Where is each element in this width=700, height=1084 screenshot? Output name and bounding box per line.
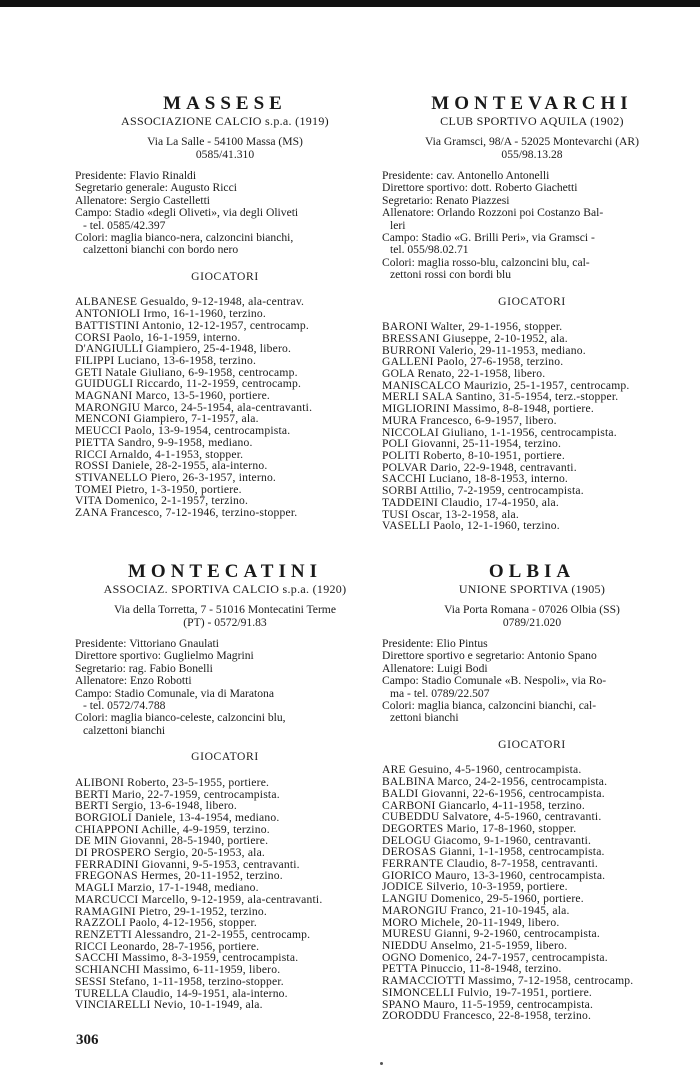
list-item: MARONGIU Marco, 24-5-1954, ala-centravanti.: [75, 400, 313, 414]
list-item: RAZZOLI Paolo, 4-12-1956, stopper.: [75, 916, 257, 930]
list-item: FILIPPI Luciano, 13-6-1958, terzino.: [75, 353, 257, 367]
list-item: DELOGU Giacomo, 9-1-1960, centravanti.: [382, 833, 592, 847]
list-item: FERRADINI Giovanni, 9-5-1953, centravanti.: [75, 857, 300, 871]
staff-line: - tel. 0585/42.397: [83, 218, 166, 232]
list-item: ZANA Francesco, 7-12-1946, terzino-stopper.: [75, 506, 298, 520]
list-item: ALIBONI Roberto, 23-5-1955, portiere.: [75, 775, 270, 789]
page-top-rule: [0, 0, 700, 7]
players-list: [75, 296, 375, 518]
staff-line: Segretario: rag. Fabio Bonelli: [75, 661, 213, 675]
list-item: FERRANTE Claudio, 8-7-1958, centravanti.: [382, 857, 599, 871]
list-item: BERTI Mario, 22-7-1959, centrocampista.: [75, 787, 280, 801]
list-item: LANGIU Domenico, 29-5-1960, portiere.: [382, 892, 584, 906]
club-phone: 0585/41.310: [195, 147, 255, 161]
staff-line: calzettoni bianchi con bordo nero: [83, 243, 239, 257]
list-item: CHIAPPONI Achille, 4-9-1959, terzino.: [75, 822, 270, 836]
list-item: MAGNANI Marco, 13-5-1960, portiere.: [75, 389, 271, 403]
staff-line: - tel. 0572/74.788: [83, 699, 166, 713]
list-item: ZORODDU Francesco, 22-8-1958, terzino.: [382, 1009, 592, 1023]
staff-line: zettoni bianchi: [390, 711, 459, 725]
club-staff-list: [382, 638, 682, 725]
staff-line: Colori: maglia bianco-nera, calzoncini bianchi,: [75, 231, 294, 245]
list-item: NIEDDU Anselmo, 21-5-1959, libero.: [382, 938, 568, 952]
list-item: CUBEDDU Salvatore, 4-5-1960, centravanti.: [382, 810, 602, 824]
list-item: MEUCCI Paolo, 13-9-1954, centrocampista.: [75, 424, 291, 438]
list-item: POLITI Roberto, 8-10-1951, portiere.: [382, 448, 565, 462]
staff-line: Campo: Stadio Comunale, via di Maratona: [75, 686, 274, 700]
list-item: TOMEI Pietro, 1-3-1950, portiere.: [75, 482, 242, 496]
staff-line: Direttore sportivo: Guglielmo Magrini: [75, 649, 254, 663]
list-item: STIVANELLO Piero, 26-3-1957, interno.: [75, 470, 277, 484]
list-item: D'ANGIULLI Giampiero, 25-4-1948, libero.: [75, 342, 292, 356]
staff-line: Segretario generale: Augusto Ricci: [75, 181, 237, 195]
list-item: SACCHI Massimo, 8-3-1959, centrocampista.: [75, 951, 299, 965]
list-item: OGNO Domenico, 24-7-1957, centrocampista.: [382, 950, 608, 964]
print-speck: [380, 1062, 383, 1065]
club-association: ASSOCIAZIONE CALCIO s.p.a. (1919): [121, 114, 329, 128]
list-item: TUSI Oscar, 13-2-1958, ala.: [382, 507, 519, 521]
club-block-montevarchi: [382, 94, 682, 532]
list-item: GIORICO Mauro, 13-3-1960, centrocampista.: [382, 868, 606, 882]
list-item: MARONGIU Franco, 21-10-1945, ala.: [382, 903, 570, 917]
list-item: ARE Gesuino, 4-5-1960, centrocampista.: [382, 763, 582, 777]
list-item: JODICE Silverio, 10-3-1959, portiere.: [382, 880, 568, 894]
staff-line: Colori: maglia bianco-celeste, calzoncini blu,: [75, 711, 286, 725]
list-item: ANTONIOLI Irmo, 16-1-1960, terzino.: [75, 307, 266, 321]
staff-line: Colori: maglia bianca, calzoncini bianchi, cal-: [382, 699, 597, 713]
players-heading: GIOCATORI: [191, 750, 259, 764]
club-association: ASSOCIAZ. SPORTIVA CALCIO s.p.a. (1920): [103, 582, 347, 596]
club-staff-list: [75, 638, 375, 737]
staff-line: Presidente: Elio Pintus: [382, 637, 488, 650]
club-phone: 0789/21.020: [502, 615, 562, 629]
list-item: SORBI Attilio, 7-2-1959, centrocampista.: [382, 484, 584, 498]
club-phone: (PT) - 0572/91.83: [183, 615, 267, 629]
club-name: OLBIA: [488, 561, 576, 582]
list-item: BERTI Sergio, 13-6-1948, libero.: [75, 799, 237, 813]
players-list: [382, 321, 682, 532]
list-item: BRESSANI Giuseppe, 2-10-1952, ala.: [382, 331, 568, 345]
list-item: DEROSAS Gianni, 1-1-1958, centrocampista.: [382, 845, 605, 859]
list-item: SESSI Stefano, 1-11-1958, terzino-stopper.: [75, 974, 284, 988]
list-item: GUIDUGLI Riccardo, 11-2-1959, centrocamp.: [75, 377, 302, 391]
players-heading: GIOCATORI: [498, 294, 566, 308]
club-name: MONTEVARCHI: [431, 93, 633, 114]
list-item: GALLENI Paolo, 27-6-1958, terzino.: [382, 355, 564, 369]
list-item: MAGLI Marzio, 17-1-1948, mediano.: [75, 881, 259, 895]
staff-line: Campo: Stadio «degli Oliveti», via degli Oliveti: [75, 206, 299, 220]
list-item: VASELLI Paolo, 12-1-1960, terzino.: [382, 519, 560, 533]
club-association: CLUB SPORTIVO AQUILA (1902): [440, 114, 624, 128]
list-item: ROSSI Daniele, 28-2-1955, ala-interno.: [75, 459, 268, 473]
list-item: GOLA Renato, 22-1-1958, libero.: [382, 367, 546, 381]
list-item: PIETTA Sandro, 9-9-1958, mediano.: [75, 435, 253, 449]
list-item: MANISCALCO Maurizio, 25-1-1957, centrocamp.: [382, 378, 630, 392]
club-block-montecatini: [75, 562, 375, 1011]
staff-line: tel. 055/98.02.71: [390, 243, 469, 257]
list-item: SIMONCELLI Fulvio, 19-7-1951, portiere.: [382, 985, 593, 999]
club-association: UNIONE SPORTIVA (1905): [458, 582, 606, 596]
staff-line: Colori: maglia rosso-blu, calzoncini blu, cal-: [382, 255, 590, 269]
staff-line: Presidente: cav. Antonello Antonelli: [382, 169, 550, 182]
page-number: 306: [76, 1032, 99, 1048]
staff-line: Allenatore: Orlando Rozzoni poi Costanzo Bal-: [382, 206, 604, 220]
list-item: BALDI Giovanni, 22-6-1956, centrocampista.: [382, 786, 605, 800]
list-item: RAMACCIOTTI Massimo, 7-12-1958, centrocamp.: [382, 974, 634, 988]
players-list: [382, 764, 682, 1021]
club-staff-list: [382, 170, 682, 282]
list-item: BARONI Walter, 29-1-1956, stopper.: [382, 320, 563, 334]
staff-line: Direttore sportivo e segretario: Antonio Spano: [382, 649, 597, 663]
list-item: MURESU Gianni, 9-2-1960, centrocampista.: [382, 927, 600, 941]
list-item: TADDEINI Claudio, 17-4-1950, ala.: [382, 495, 559, 509]
staff-line: Presidente: Vittoriano Gnaulati: [75, 637, 219, 650]
list-item: BALBINA Marco, 24-2-1956, centrocampista.: [382, 775, 608, 789]
club-phone: 055/98.13.28: [501, 147, 563, 161]
list-item: SACCHI Luciano, 18-8-1953, interno.: [382, 472, 569, 486]
club-address: Via della Torretta, 7 - 51016 Montecatini Terme: [114, 603, 336, 616]
club-name: MONTECATINI: [128, 561, 322, 582]
staff-line: zettoni rossi con bordi blu: [390, 268, 512, 282]
list-item: MARCUCCI Marcello, 9-12-1959, ala-centravanti.: [75, 892, 323, 906]
list-item: DI PROSPERO Sergio, 20-5-1953, ala.: [75, 846, 266, 860]
list-item: CORSI Paolo, 16-1-1959, interno.: [75, 330, 241, 344]
list-item: BATTISTINI Antonio, 12-12-1957, centrocamp.: [75, 318, 309, 332]
list-item: VITA Domenico, 2-1-1957, terzino.: [75, 494, 249, 508]
list-item: ALBANESE Gesualdo, 9-12-1948, ala-centrav.: [75, 295, 305, 309]
staff-line: Allenatore: Luigi Bodi: [382, 661, 488, 675]
club-address: Via Porta Romana - 07026 Olbia (SS): [444, 603, 620, 616]
staff-line: Campo: Stadio Comunale «B. Nespoli», via Ro-: [382, 674, 607, 688]
club-address: Via La Salle - 54100 Massa (MS): [147, 135, 303, 148]
list-item: MURA Francesco, 6-9-1957, libero.: [382, 413, 557, 427]
club-name: MASSESE: [163, 93, 287, 114]
players-list: [75, 777, 375, 1011]
staff-line: Segretario: Renato Piazzesi: [382, 193, 510, 207]
club-block-massese: [75, 94, 375, 519]
club-block-olbia: [382, 562, 682, 1022]
list-item: RICCI Arnaldo, 4-1-1953, stopper.: [75, 447, 244, 461]
list-item: MERLI SALA Santino, 31-5-1954, terz.-stopper.: [382, 390, 619, 404]
list-item: RICCI Leonardo, 28-7-1956, portiere.: [75, 939, 260, 953]
list-item: SPANO Mauro, 11-5-1959, centrocampista.: [382, 997, 594, 1011]
list-item: DE MIN Giovanni, 28-5-1940, portiere.: [75, 834, 269, 848]
list-item: PETTA Pinuccio, 11-8-1948, terzino.: [382, 962, 562, 976]
staff-line: Presidente: Flavio Rinaldi: [75, 169, 197, 182]
list-item: BURRONI Valerio, 29-11-1953, mediano.: [382, 343, 586, 357]
players-heading: GIOCATORI: [191, 269, 259, 283]
list-item: POLVAR Dario, 22-9-1948, centravanti.: [382, 460, 577, 474]
staff-line: Allenatore: Sergio Castelletti: [75, 193, 211, 207]
list-item: MIGLIORINI Massimo, 8-8-1948, portiere.: [382, 402, 594, 416]
staff-line: ma - tel. 0789/22.507: [390, 686, 490, 700]
list-item: BORGIOLI Daniele, 13-4-1954, mediano.: [75, 810, 280, 824]
staff-line: leri: [390, 218, 406, 232]
staff-line: Direttore sportivo: dott. Roberto Giachetti: [382, 181, 578, 195]
list-item: RAMAGINI Pietro, 29-1-1952, terzino.: [75, 904, 268, 918]
list-item: POLI Giovanni, 25-11-1954, terzino.: [382, 437, 562, 451]
list-item: RENZETTI Alessandro, 21-2-1955, centrocamp.: [75, 927, 311, 941]
list-item: GETI Natale Giuliano, 6-9-1958, centrocamp.: [75, 365, 298, 379]
list-item: FREGONAS Hermes, 20-11-1952, terzino.: [75, 869, 283, 883]
list-item: MENCONI Giampiero, 7-1-1957, ala.: [75, 412, 259, 426]
club-staff-list: [75, 170, 375, 257]
list-item: SCHIANCHI Massimo, 6-11-1959, libero.: [75, 963, 281, 977]
club-address: Via Gramsci, 98/A - 52025 Montevarchi (AR): [424, 135, 640, 148]
list-item: DEGORTES Mario, 17-8-1960, stopper.: [382, 821, 577, 835]
list-item: TURELLA Claudio, 14-9-1951, ala-interno.: [75, 986, 288, 1000]
list-item: VINCIARELLI Nevio, 10-1-1949, ala.: [75, 998, 263, 1012]
staff-line: Campo: Stadio «G. Brilli Peri», via Gramsci -: [382, 231, 595, 245]
list-item: MORO Michele, 20-11-1949, libero.: [382, 915, 560, 929]
players-heading: GIOCATORI: [498, 737, 566, 751]
list-item: NICCOLAI Giuliano, 1-1-1956, centrocampista.: [382, 425, 617, 439]
list-item: CARBONI Giancarlo, 4-11-1958, terzino.: [382, 798, 585, 812]
staff-line: Allenatore: Enzo Robotti: [75, 674, 192, 688]
staff-line: calzettoni bianchi: [83, 723, 166, 737]
